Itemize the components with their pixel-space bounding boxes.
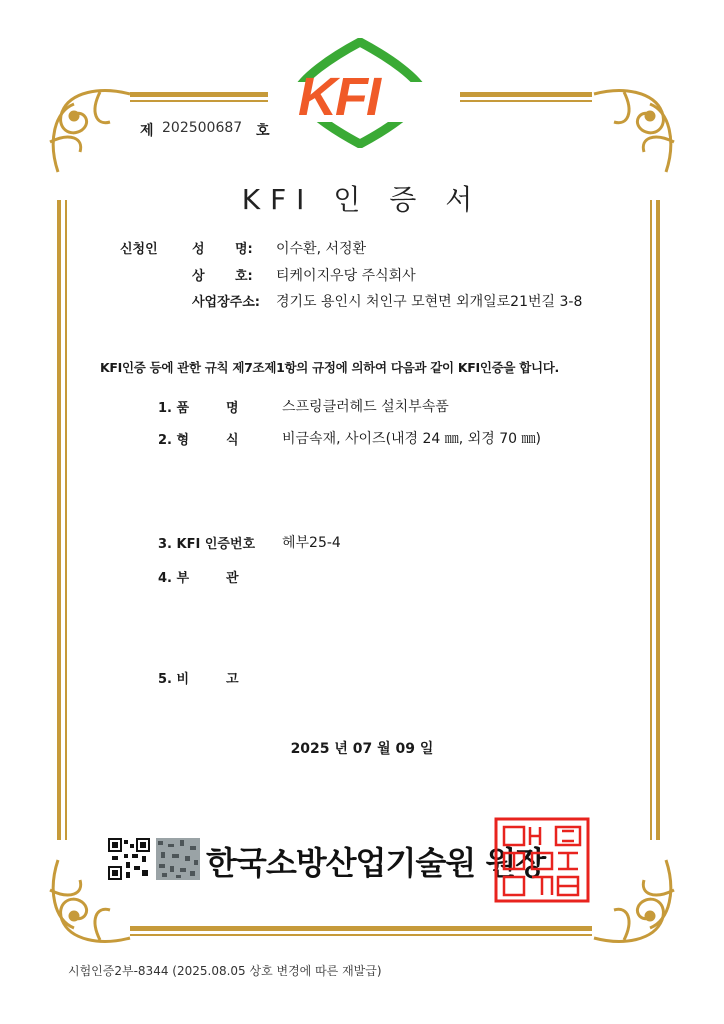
statement-text: KFI인증 등에 관한 규칙 제7조제1항의 규정에 의하여 다음과 같이 KFI인증을 합니다. xyxy=(100,360,559,375)
ornament-top-right-icon xyxy=(574,82,684,192)
ornament-top-left-icon xyxy=(40,82,150,192)
name-label-b: 명: xyxy=(235,242,253,257)
name-label-a: 성 xyxy=(192,242,205,257)
type-label-b: 식 xyxy=(226,433,239,448)
frame-top-left-bar xyxy=(130,92,268,97)
product-value: 스프링클러헤드 설치부속품 xyxy=(282,399,449,415)
address-label: 사업장주소: xyxy=(192,295,260,310)
frame-top-right-bar xyxy=(460,92,592,97)
type-value: 비금속재, 사이즈(내경 24 ㎜, 외경 70 ㎜) xyxy=(282,431,541,447)
frame-top-left-bar-2 xyxy=(130,100,268,102)
qr-code-icon xyxy=(108,838,150,880)
remark-label-b: 관 xyxy=(226,571,239,586)
company-label-b: 호: xyxy=(235,269,253,284)
note-label-b: 고 xyxy=(226,672,239,687)
security-code-icon xyxy=(156,838,200,880)
kfi-logo xyxy=(290,38,430,148)
product-label-a: 1. 품 xyxy=(158,401,190,416)
cert-no-number: 202500687 xyxy=(162,120,243,136)
applicant-section-label: 신청인 xyxy=(120,242,158,257)
frame-bottom-bar xyxy=(130,926,592,931)
footer-reissue-note: 시험인증2부-8344 (2025.08.05 상호 변경에 따른 재발급) xyxy=(68,964,382,978)
issuer-name: 한국소방산업기술원 원장 xyxy=(206,844,546,882)
company-value: 티케이지우당 주식회사 xyxy=(276,268,416,284)
note-label-a: 5. 비 xyxy=(158,672,190,687)
type-label-a: 2. 형 xyxy=(158,433,190,448)
remark-label-a: 4. 부 xyxy=(158,571,190,586)
kfi-cert-no-value: 헤부25-4 xyxy=(282,535,341,551)
issue-date: 2025 년 07 월 09 일 xyxy=(290,741,434,757)
kfi-logo-text: KFI xyxy=(298,67,379,127)
cert-no-prefix: 제 xyxy=(140,123,154,139)
address-value: 경기도 용인시 처인구 모현면 외개일로21번길 3-8 xyxy=(276,294,583,310)
kfi-cert-no-label: 3. KFI 인증번호 xyxy=(158,537,256,552)
name-value: 이수환, 서정환 xyxy=(276,241,367,257)
cert-no-suffix: 호 xyxy=(256,123,270,139)
company-label-a: 상 xyxy=(192,269,205,284)
frame-top-right-bar-2 xyxy=(460,100,592,102)
frame-bottom-bar-2 xyxy=(130,934,592,936)
page-title: KFI 인 증 서 xyxy=(241,183,483,216)
product-label-b: 명 xyxy=(226,401,239,416)
ornament-bottom-right-icon xyxy=(574,840,684,950)
official-seal-icon xyxy=(494,817,590,903)
